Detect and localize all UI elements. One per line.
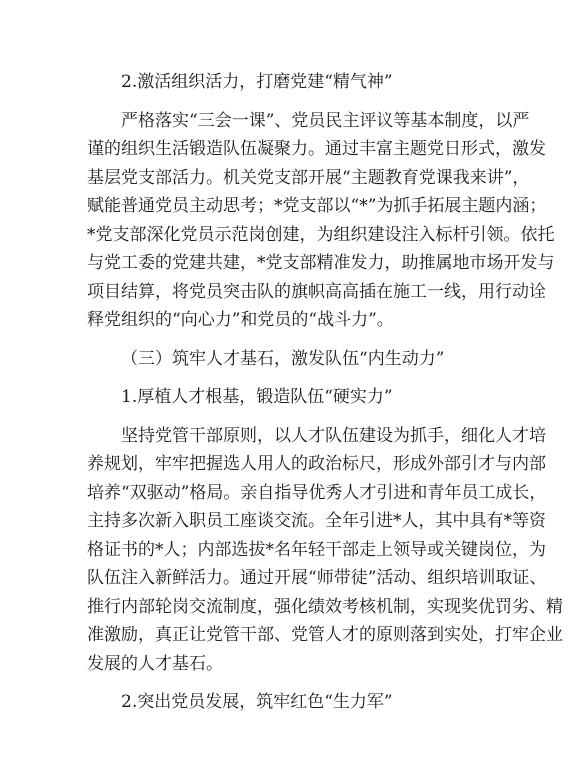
section-heading-2-2: 2.激活组织活力，打磨党建“精气神” xyxy=(121,72,393,92)
paragraph-line: 主持多次新入职员工座谈交流。全年引进*人，其中具有*等资 xyxy=(87,511,546,531)
paragraph-line: 释党组织的“向心力”和党员的“战斗力”。 xyxy=(87,310,394,330)
paragraph-line: 队伍注入新鲜活力。通过开展“师带徒”活动、组织培训取证、 xyxy=(87,568,547,588)
paragraph-line: 项目结算，将党员突击队的旗帜高高插在施工一线，用行动诠 xyxy=(87,281,546,302)
paragraph-line: 发展的人才基石。 xyxy=(87,653,223,674)
section-heading-3-2: 2.突出党员发展，筑牢红色“生力军” xyxy=(121,692,393,712)
paragraph-line: 格证书的*人；内部选拔*名年轻干部走上领导或关键岗位，为 xyxy=(87,539,546,560)
section-heading-3-1: 1.厚植人才根基，锻造队伍“硬实力” xyxy=(121,387,393,407)
paragraph-line: 基层党支部活力。机关党支部开展“主题教育党课我来讲”， xyxy=(87,167,530,188)
paragraph-line: 严格落实“三会一课”、党员民主评议等基本制度，以严 xyxy=(121,110,530,131)
paragraph-line: *党支部深化党员示范岗创建，为组织建设注入标杆引领。依托 xyxy=(87,224,555,245)
paragraph-line: 推行内部轮岗交流制度，强化绩效考核机制，实现奖优罚劣、精 xyxy=(87,596,563,617)
paragraph-line: 坚持党管干部原则，以人才队伍建设为抓手，细化人才培 xyxy=(121,425,546,446)
paragraph-line: 准激励，真正让党管干部、党管人才的原则落到实处，打牢企业 xyxy=(87,625,563,645)
document-body xyxy=(87,68,563,717)
paragraph-line: 赋能普通党员主动思考；*党支部以“*”为抓手拓展主题内涵； xyxy=(87,196,547,216)
paragraph-line: 与党工委的党建共建，*党支部精准发力，助推属地市场开发与 xyxy=(87,253,555,273)
paragraph-line: 谨的组织生活锻造队伍凝聚力。通过丰富主题党日形式，激发 xyxy=(87,139,546,159)
section-heading-3: （三）筑牢人才基石，激发队伍“内生动力” xyxy=(121,348,445,369)
paragraph-line: 养规划，牢牢把握选人用人的政治标尺，形成外部引才与内部 xyxy=(87,454,546,474)
paragraph-line: 培养“双驱动”格局。亲自指导优秀人才引进和青年员工成长， xyxy=(87,482,547,503)
